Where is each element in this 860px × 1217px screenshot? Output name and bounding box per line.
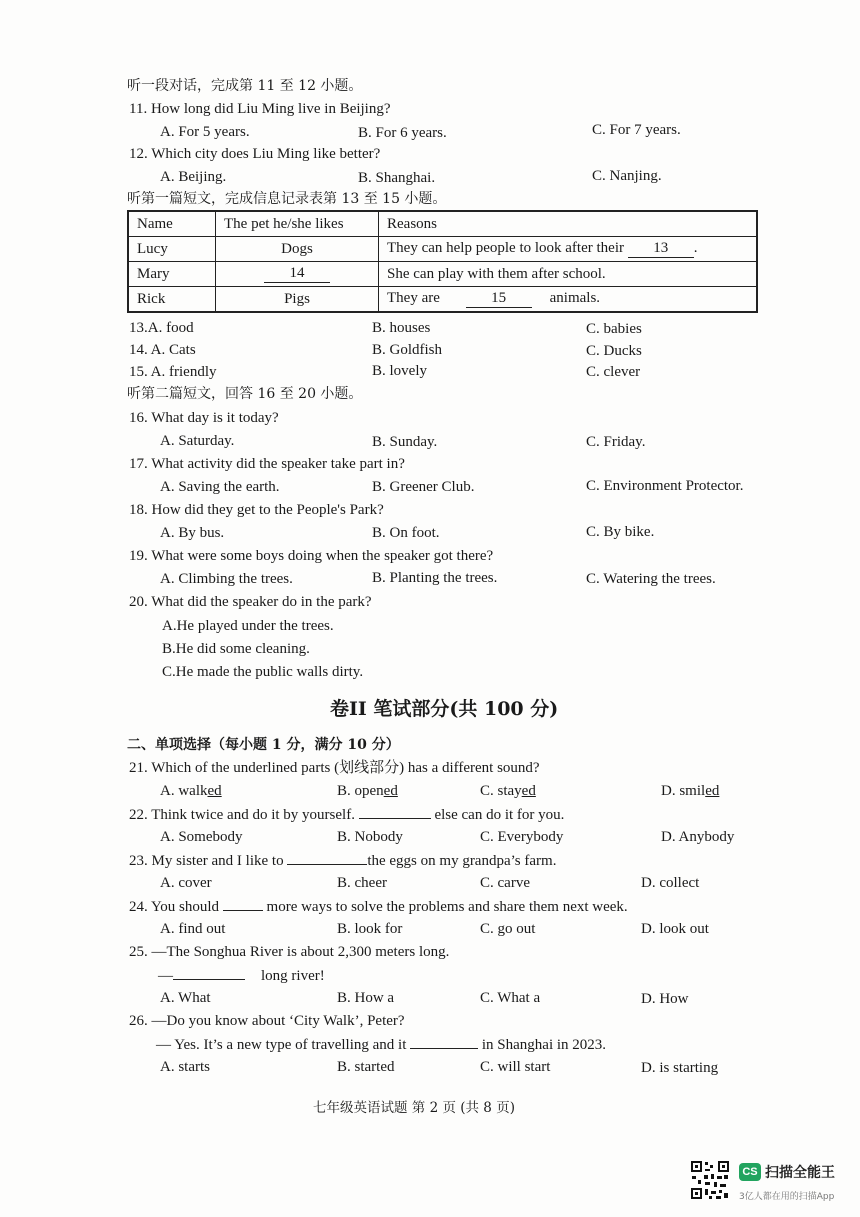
q14-option-a: 14. A. Cats [129, 342, 196, 358]
q24-option-a: A. find out [160, 921, 226, 937]
q22-option-a: A. Somebody [160, 829, 243, 845]
question-24 [129, 896, 628, 917]
option-text: C. stay [480, 783, 522, 799]
q24-option-c: C. go out [480, 921, 536, 937]
section-heading: 二、单项选择（每小题 1 分，满分 10 分） [127, 737, 400, 753]
q19-option-b: B. Planting the trees. [372, 570, 498, 586]
reason-text: They can help people to look after their [387, 240, 624, 256]
row-reason [379, 287, 758, 313]
stem-text: 24. You should [129, 899, 220, 915]
q17-option-b: B. Greener Club. [372, 479, 475, 495]
question-18: 18. How did they get to the People's Park? [129, 502, 384, 518]
q25-option-a: A. What [160, 990, 211, 1006]
row-name: Lucy [128, 237, 216, 262]
camscanner-logo: CS [739, 1163, 761, 1181]
q22-option-c: C. Everybody [480, 829, 564, 845]
q26-option-b: B. started [337, 1059, 395, 1075]
stem-text: in Shanghai in 2023. [481, 1037, 607, 1053]
q19-option-a: A. Climbing the trees. [160, 571, 293, 587]
stem-text: long river! [261, 968, 325, 984]
stem-text: — Yes. It’s a new type of travelling and it [156, 1037, 407, 1053]
question-16: 16. What day is it today? [129, 410, 279, 426]
q23-option-b: B. cheer [337, 875, 387, 891]
answer-blank [223, 896, 263, 911]
option-text: D. smil [661, 783, 706, 799]
question-21: 21. Which of the underlined parts (划线部分) has a different sound? [129, 760, 540, 776]
q13-option-c: C. babies [586, 321, 642, 337]
q15-option-a: 15. A. friendly [129, 364, 217, 380]
underlined-part: ed [521, 783, 536, 799]
row-reason [379, 237, 758, 262]
qr-code-icon [690, 1160, 730, 1200]
option-text: A. walk [160, 783, 208, 799]
q25-option-d: D. How [641, 991, 689, 1007]
q21-option-c [480, 781, 536, 801]
instruction-passage-2: 听第二篇短文，回答 16 至 20 小题。 [127, 386, 363, 402]
question-23 [129, 850, 556, 871]
q20-option-b: B.He did some cleaning. [162, 641, 310, 657]
question-11: 11. How long did Liu Ming live in Beijing? [129, 101, 391, 117]
blank-15: 15 [466, 290, 532, 308]
reason-end: . [693, 240, 698, 256]
row-pet: Pigs [216, 287, 379, 313]
header-reasons: Reasons [379, 211, 758, 237]
blank-13: 13 [628, 240, 694, 258]
stem-text: the eggs on my grandpa’s farm. [367, 853, 557, 869]
underlined-part: ed [207, 783, 222, 799]
q23-option-d: D. collect [641, 875, 700, 891]
option-text: B. open [337, 783, 384, 799]
q24-option-b: B. look for [337, 921, 403, 937]
watermark-tagline: 3亿人都在用的扫描App [739, 1192, 835, 1202]
dash: — [158, 968, 173, 984]
q21-option-a [160, 781, 222, 801]
q20-option-a: A.He played under the trees. [162, 618, 334, 634]
q26-option-d: D. is starting [641, 1060, 719, 1076]
q15-option-c: C. clever [586, 364, 641, 380]
stem-text: else can do it for you. [434, 807, 565, 823]
q11-option-c: C. For 7 years. [592, 122, 681, 138]
q12-option-c: C. Nanjing. [592, 168, 662, 184]
q13-option-b: B. houses [372, 320, 431, 336]
q12-option-a: A. Beijing. [160, 169, 227, 185]
header-name: Name [128, 211, 216, 237]
q26-option-c: C. will start [480, 1059, 551, 1075]
q25-option-b: B. How a [337, 990, 395, 1006]
table-row [128, 287, 757, 313]
q26-line-2 [156, 1034, 606, 1055]
question-17: 17. What activity did the speaker take part in? [129, 456, 405, 472]
table-row [128, 262, 757, 287]
question-20: 20. What did the speaker do in the park? [129, 594, 372, 610]
q17-option-a: A. Saving the earth. [160, 479, 280, 495]
q12-option-b: B. Shanghai. [358, 170, 436, 186]
q11-option-a: A. For 5 years. [160, 124, 250, 140]
q25-line-2 [158, 965, 325, 986]
q16-option-c: C. Friday. [586, 434, 646, 450]
q19-option-c: C. Watering the trees. [586, 571, 716, 587]
row-pet [216, 262, 379, 287]
blank-14: 14 [264, 265, 330, 283]
question-26: 26. —Do you know about ‘City Walk’, Peter? [129, 1013, 405, 1029]
q17-option-c: C. Environment Protector. [586, 478, 744, 494]
answer-blank [287, 850, 367, 865]
q16-option-b: B. Sunday. [372, 434, 438, 450]
q21-option-d [661, 781, 719, 801]
q14-option-c: C. Ducks [586, 343, 642, 359]
stem-text: more ways to solve the problems and share them next week. [266, 899, 628, 915]
header-pet: The pet he/she likes [216, 211, 379, 237]
q11-option-b: B. For 6 years. [358, 125, 447, 141]
instruction-passage-1: 听第一篇短文，完成信息记录表第 13 至 15 小题。 [127, 191, 447, 207]
q23-option-c: C. carve [480, 875, 530, 891]
table-header-row [128, 211, 757, 237]
answer-blank [173, 965, 245, 980]
q15-option-b: B. lovely [372, 363, 427, 379]
underlined-part: ed [383, 783, 398, 799]
question-12: 12. Which city does Liu Ming like better? [129, 146, 381, 162]
q13-option-a: 13.A. food [129, 320, 194, 336]
q23-option-a: A. cover [160, 875, 212, 891]
underlined-part: ed [705, 783, 720, 799]
row-pet: Dogs [216, 237, 379, 262]
question-19: 19. What were some boys doing when the speaker got there? [129, 548, 494, 564]
q18-option-b: B. On foot. [372, 525, 440, 541]
answer-blank [359, 804, 431, 819]
table-row [128, 237, 757, 262]
watermark-name: 扫描全能王 [765, 1165, 835, 1181]
info-record-table [127, 210, 758, 313]
q22-option-d: D. Anybody [661, 829, 735, 845]
stem-text: 22. Think twice and do it by yourself. [129, 807, 355, 823]
instruction-dialogue: 听一段对话，完成第 11 至 12 小题。 [127, 78, 363, 94]
section-title: 卷II 笔试部分(共 100 分) [330, 698, 559, 720]
answer-blank [410, 1034, 478, 1049]
q18-option-c: C. By bike. [586, 524, 655, 540]
reason-text: They are [387, 290, 440, 306]
question-22 [129, 804, 564, 825]
q22-option-b: B. Nobody [337, 829, 403, 845]
q24-option-d: D. look out [641, 921, 709, 937]
q16-option-a: A. Saturday. [160, 433, 235, 449]
q14-option-b: B. Goldfish [372, 342, 443, 358]
page-footer: 七年级英语试题 第 2 页 (共 8 页) [313, 1100, 515, 1116]
q18-option-a: A. By bus. [160, 525, 225, 541]
row-name: Rick [128, 287, 216, 313]
stem-text: 23. My sister and I like to [129, 853, 284, 869]
row-reason: She can play with them after school. [379, 262, 758, 287]
q20-option-c: C.He made the public walls dirty. [162, 664, 364, 680]
q26-option-a: A. starts [160, 1059, 210, 1075]
reason-end: animals. [549, 290, 601, 306]
row-name: Mary [128, 262, 216, 287]
q21-option-b [337, 781, 398, 801]
question-25: 25. —The Songhua River is about 2,300 meters long. [129, 944, 450, 960]
q25-option-c: C. What a [480, 990, 541, 1006]
